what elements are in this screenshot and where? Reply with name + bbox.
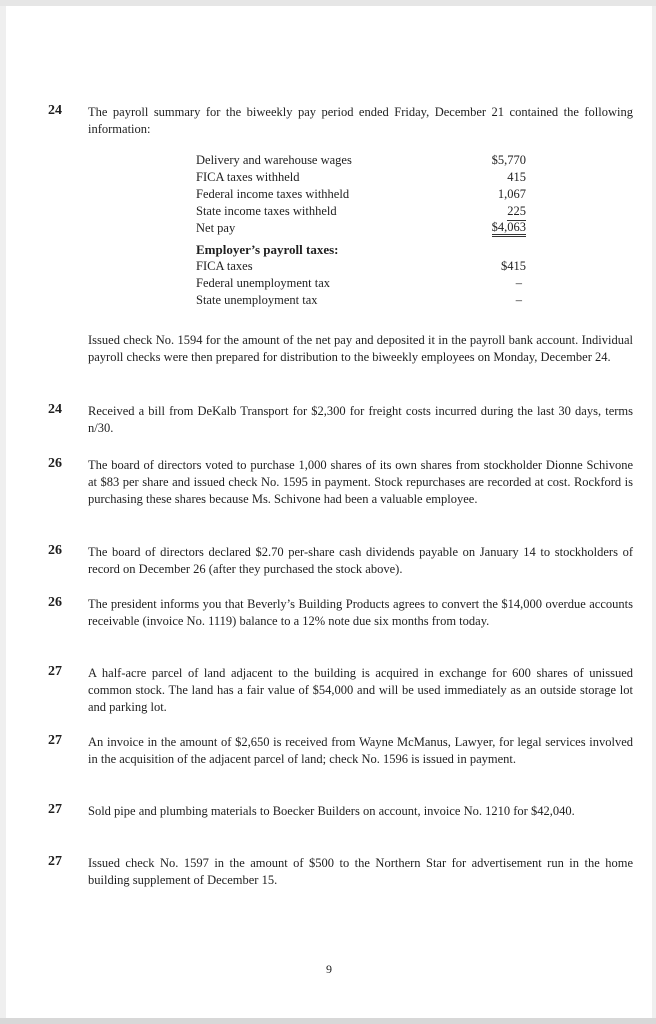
table-row [196,275,526,292]
row-amount: 415 [507,170,526,184]
row-label: Federal income taxes withheld [196,187,350,201]
entry-continuation-text: Issued check No. 1594 for the amount of the net pay and deposited it in the payroll bank account. Individual payroll checks were then prepared for distribution to the biweekly employees on Monday, December 24. [88,333,633,364]
row-amount: $415 [501,259,526,273]
row-label: State unemployment tax [196,293,318,307]
row-label: State income taxes withheld [196,204,337,218]
table-row [196,152,526,169]
table-row [196,292,526,309]
entry-text: Issued check No. 1597 in the amount of $500 to the Northern Star for advertisement run in the home building supplement of December 15. [88,856,633,887]
row-label: FICA taxes [196,259,253,273]
entry-day: 27 [48,854,62,869]
row-amount: 225 [507,203,526,221]
table-row [196,186,526,203]
table-row [196,258,526,275]
row-amount: $4,063 [492,220,526,237]
entry-day: 26 [48,543,62,558]
row-label: Employer’s payroll taxes: [196,242,339,257]
table-row [196,169,526,186]
entry-day: 26 [48,456,62,471]
row-label: Net pay [196,221,236,235]
entry-text: The payroll summary for the biweekly pay period ended Friday, December 21 contained the following information: [88,105,633,136]
entry-day: 27 [48,733,62,748]
row-amount: – [515,293,522,307]
entry-day: 26 [48,595,62,610]
entry-text: The president informs you that Beverly’s Building Products agrees to convert the $14,000 overdue accounts receivable (invoice No. 1119) balance to a 12% note due six months from today. [88,597,633,628]
entry-day: 24 [48,402,62,417]
row-label: Federal unemployment tax [196,276,330,290]
row-label: FICA taxes withheld [196,170,300,184]
payroll-summary-table [196,152,526,309]
row-amount: $5,770 [491,153,526,167]
row-label: Delivery and warehouse wages [196,153,352,167]
viewer-bottom-bar [0,1018,656,1024]
entry-day: 27 [48,664,62,679]
table-row [196,220,526,237]
entry-text: Sold pipe and plumbing materials to Boecker Builders on account, invoice No. 1210 for $42,040. [88,804,575,818]
table-subheading [196,241,526,258]
entry-text: Received a bill from DeKalb Transport for $2,300 for freight costs incurred during the last 30 days, terms n/30. [88,404,633,435]
document-page [6,6,652,1018]
row-amount: – [515,276,522,290]
entry-day: 24 [48,103,62,118]
table-row [196,203,526,220]
entry-text: The board of directors declared $2.70 per-share cash dividends payable on January 14 to stockholders of record on December 26 (after they purchased the stock above). [88,545,633,576]
page-number: 9 [326,962,332,976]
entry-text: The board of directors voted to purchase 1,000 shares of its own shares from stockholder Dionne Schivone at $83 per share and issued check No. 1595 in payment. Stock repurchases are recorded at cost. Rockford is purchasing these shares because Ms. Schivone had been a valuable employee. [88,458,633,506]
entry-text: A half-acre parcel of land adjacent to the building is acquired in exchange for 600 shares of unissued common stock. The land has a fair value of $54,000 and will be used immediately as an outside storage lot and parking lot. [88,666,633,714]
row-amount: 1,067 [497,187,526,201]
entry-day: 27 [48,802,62,817]
entry-text: An invoice in the amount of $2,650 is received from Wayne McManus, Lawyer, for legal services involved in the acquisition of the adjacent parcel of land; check No. 1596 is issued in payment. [88,735,633,766]
